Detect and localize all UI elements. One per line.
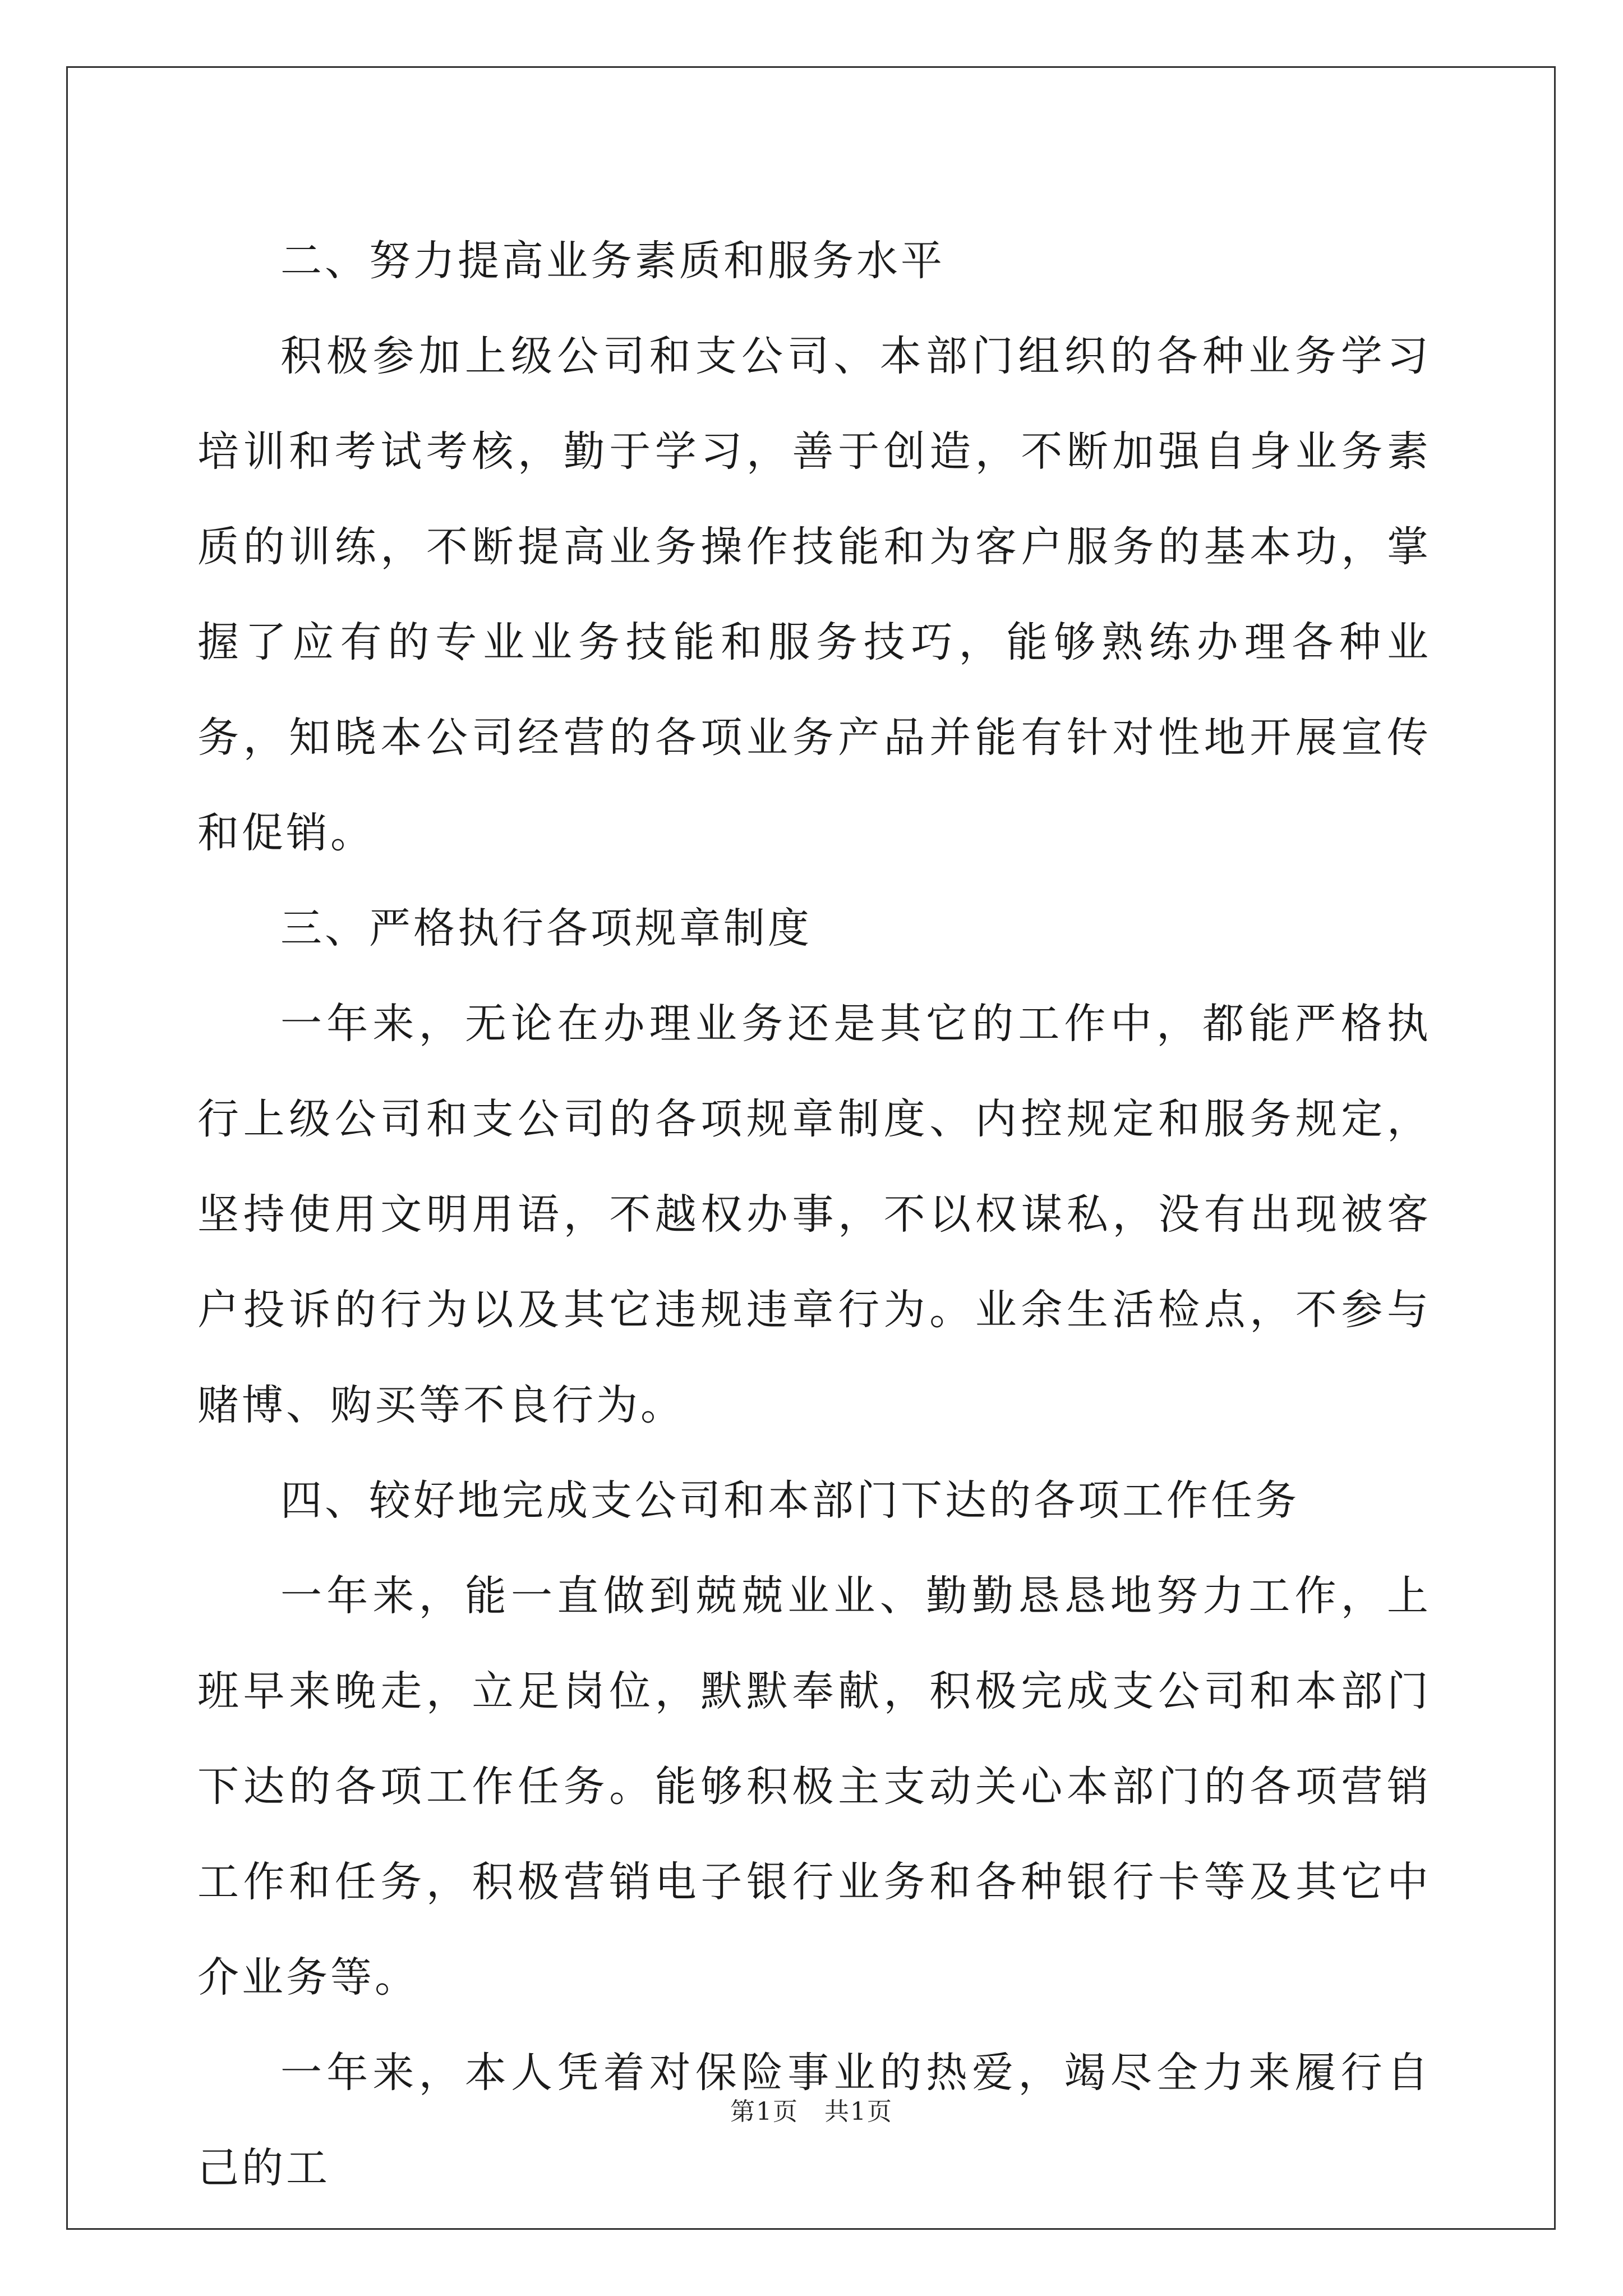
paragraph-conclusion: 一年来，本人凭着对保险事业的热爱，竭尽全力来履行自己的工 xyxy=(197,2049,1431,2192)
document-body xyxy=(197,213,1431,2216)
page-footer: 第1页 共1页 xyxy=(730,2097,893,2126)
section-heading-3: 三、严格执行各项规章制度 xyxy=(280,904,812,953)
paragraph-tasks: 一年来，能一直做到兢兢业业、勤勤恳恳地努力工作，上班早来晚走，立足岗位，默默奉献，积极完成支公司和本部门下达的各项工作任务。能够积极主支动关心本部门的各项营销工作和任务，积极营销电子银行业务和各种银行卡等及其它中介业务等。 xyxy=(197,1572,1431,2001)
section-heading-2: 二、努力提高业务素质和服务水平 xyxy=(280,237,945,285)
paragraph-regulations: 一年来，无论在办理业务还是其它的工作中，都能严格执行上级公司和支公司的各项规章制度、内控规定和服务规定，坚持使用文明用语，不越权办事，不以权谋私，没有出现被客户投诉的行为以及其它违规违章行为。业余生活检点，不参与赌博、购买等不良行为。 xyxy=(197,1000,1431,1429)
section-heading-4: 四、较好地完成支公司和本部门下达的各项工作任务 xyxy=(280,1476,1299,1525)
paragraph-study: 积极参加上级公司和支公司、本部门组织的各种业务学习培训和考试考核，勤于学习，善于创造，不断加强自身业务素质的训练，不断提高业务操作技能和为客户服务的基本功，掌握了应有的专业业务技能和服务技巧，能够熟练办理各种业务，知晓本公司经营的各项业务产品并能有针对性地开展宣传和促销。 xyxy=(197,332,1431,857)
